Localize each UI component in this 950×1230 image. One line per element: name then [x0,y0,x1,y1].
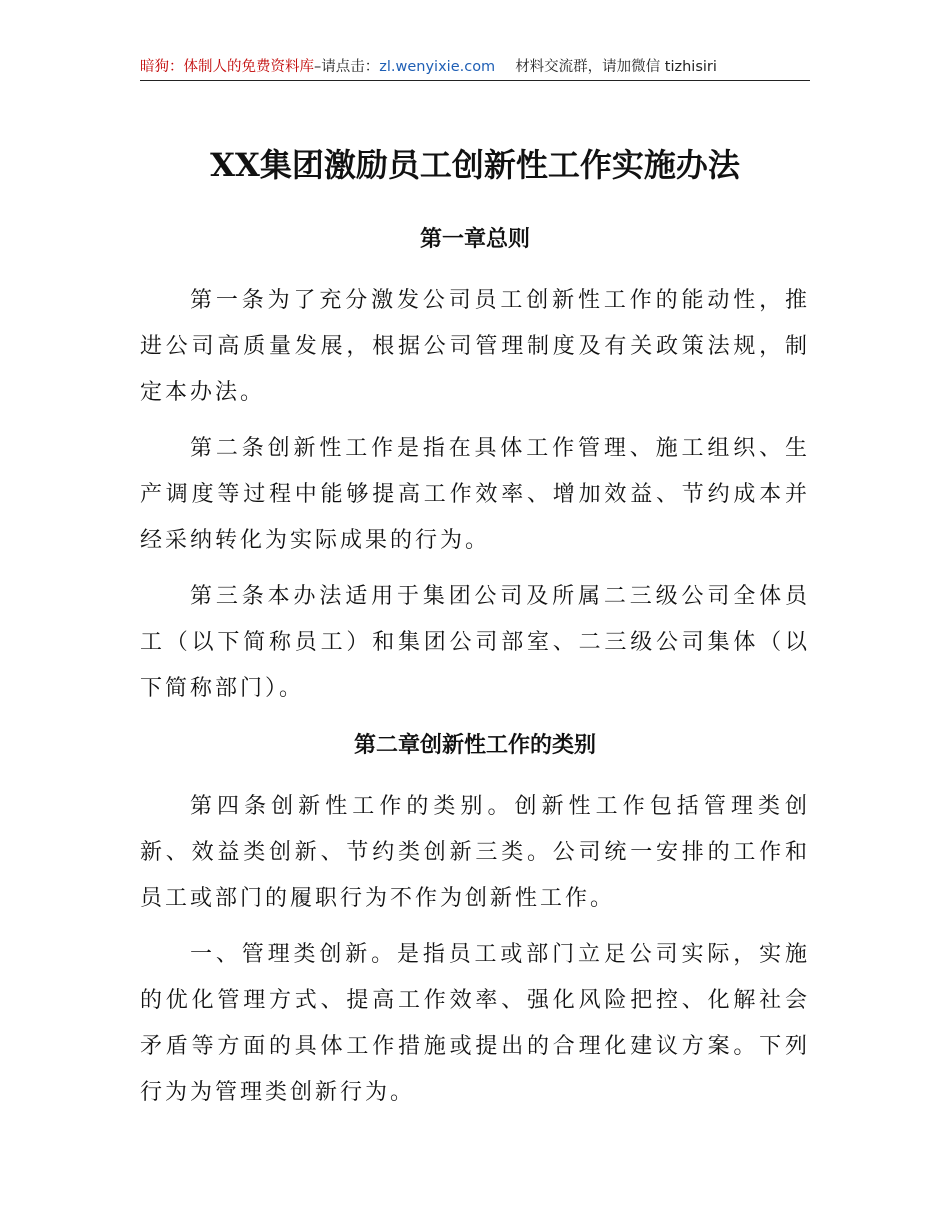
document-title: XX集团激励员工创新性工作实施办法 [210,146,740,184]
paragraph-article-1: 第一条为了充分激发公司员工创新性工作的能动性，推进公司高质量发展，根据公司管理制度及有关政策法规，制定本办法。 [140,288,810,405]
paragraph-article-4: 第四条创新性工作的类别。创新性工作包括管理类创新、效益类创新、节约类创新三类。公司统一安排的工作和员工或部门的履职行为不作为创新性工作。 [140,794,810,911]
header-site-name: 暗狗：体制人的免费资料库 [140,59,314,75]
paragraph-article-3: 第三条本办法适用于集团公司及所属二三级公司全体员工（以下简称员工）和集团公司部室、二三级公司集体（以下简称部门）。 [140,584,810,701]
header-url-link[interactable]: zl.wenyixie.com [379,59,496,75]
header-prompt: –请点击： [314,59,380,75]
chapter-heading-1: 第一章总则 [419,226,530,252]
paragraph-management-innovation: 一、管理类创新。是指员工或部门立足公司实际，实施的优化管理方式、提高工作效率、强化风险把控、化解社会矛盾等方面的具体工作措施或提出的合理化建议方案。下列行为为管理类创新行为。 [140,942,810,1105]
chapter-heading-2: 第二章创新性工作的类别 [353,732,596,758]
header-contact: 材料交流群，请加微信 tizhisiri [515,59,717,75]
page-header [140,58,810,76]
paragraph-article-2: 第二条创新性工作是指在具体工作管理、施工组织、生产调度等过程中能够提高工作效率、增加效益、节约成本并经采纳转化为实际成果的行为。 [140,436,810,553]
header-divider [140,80,810,81]
